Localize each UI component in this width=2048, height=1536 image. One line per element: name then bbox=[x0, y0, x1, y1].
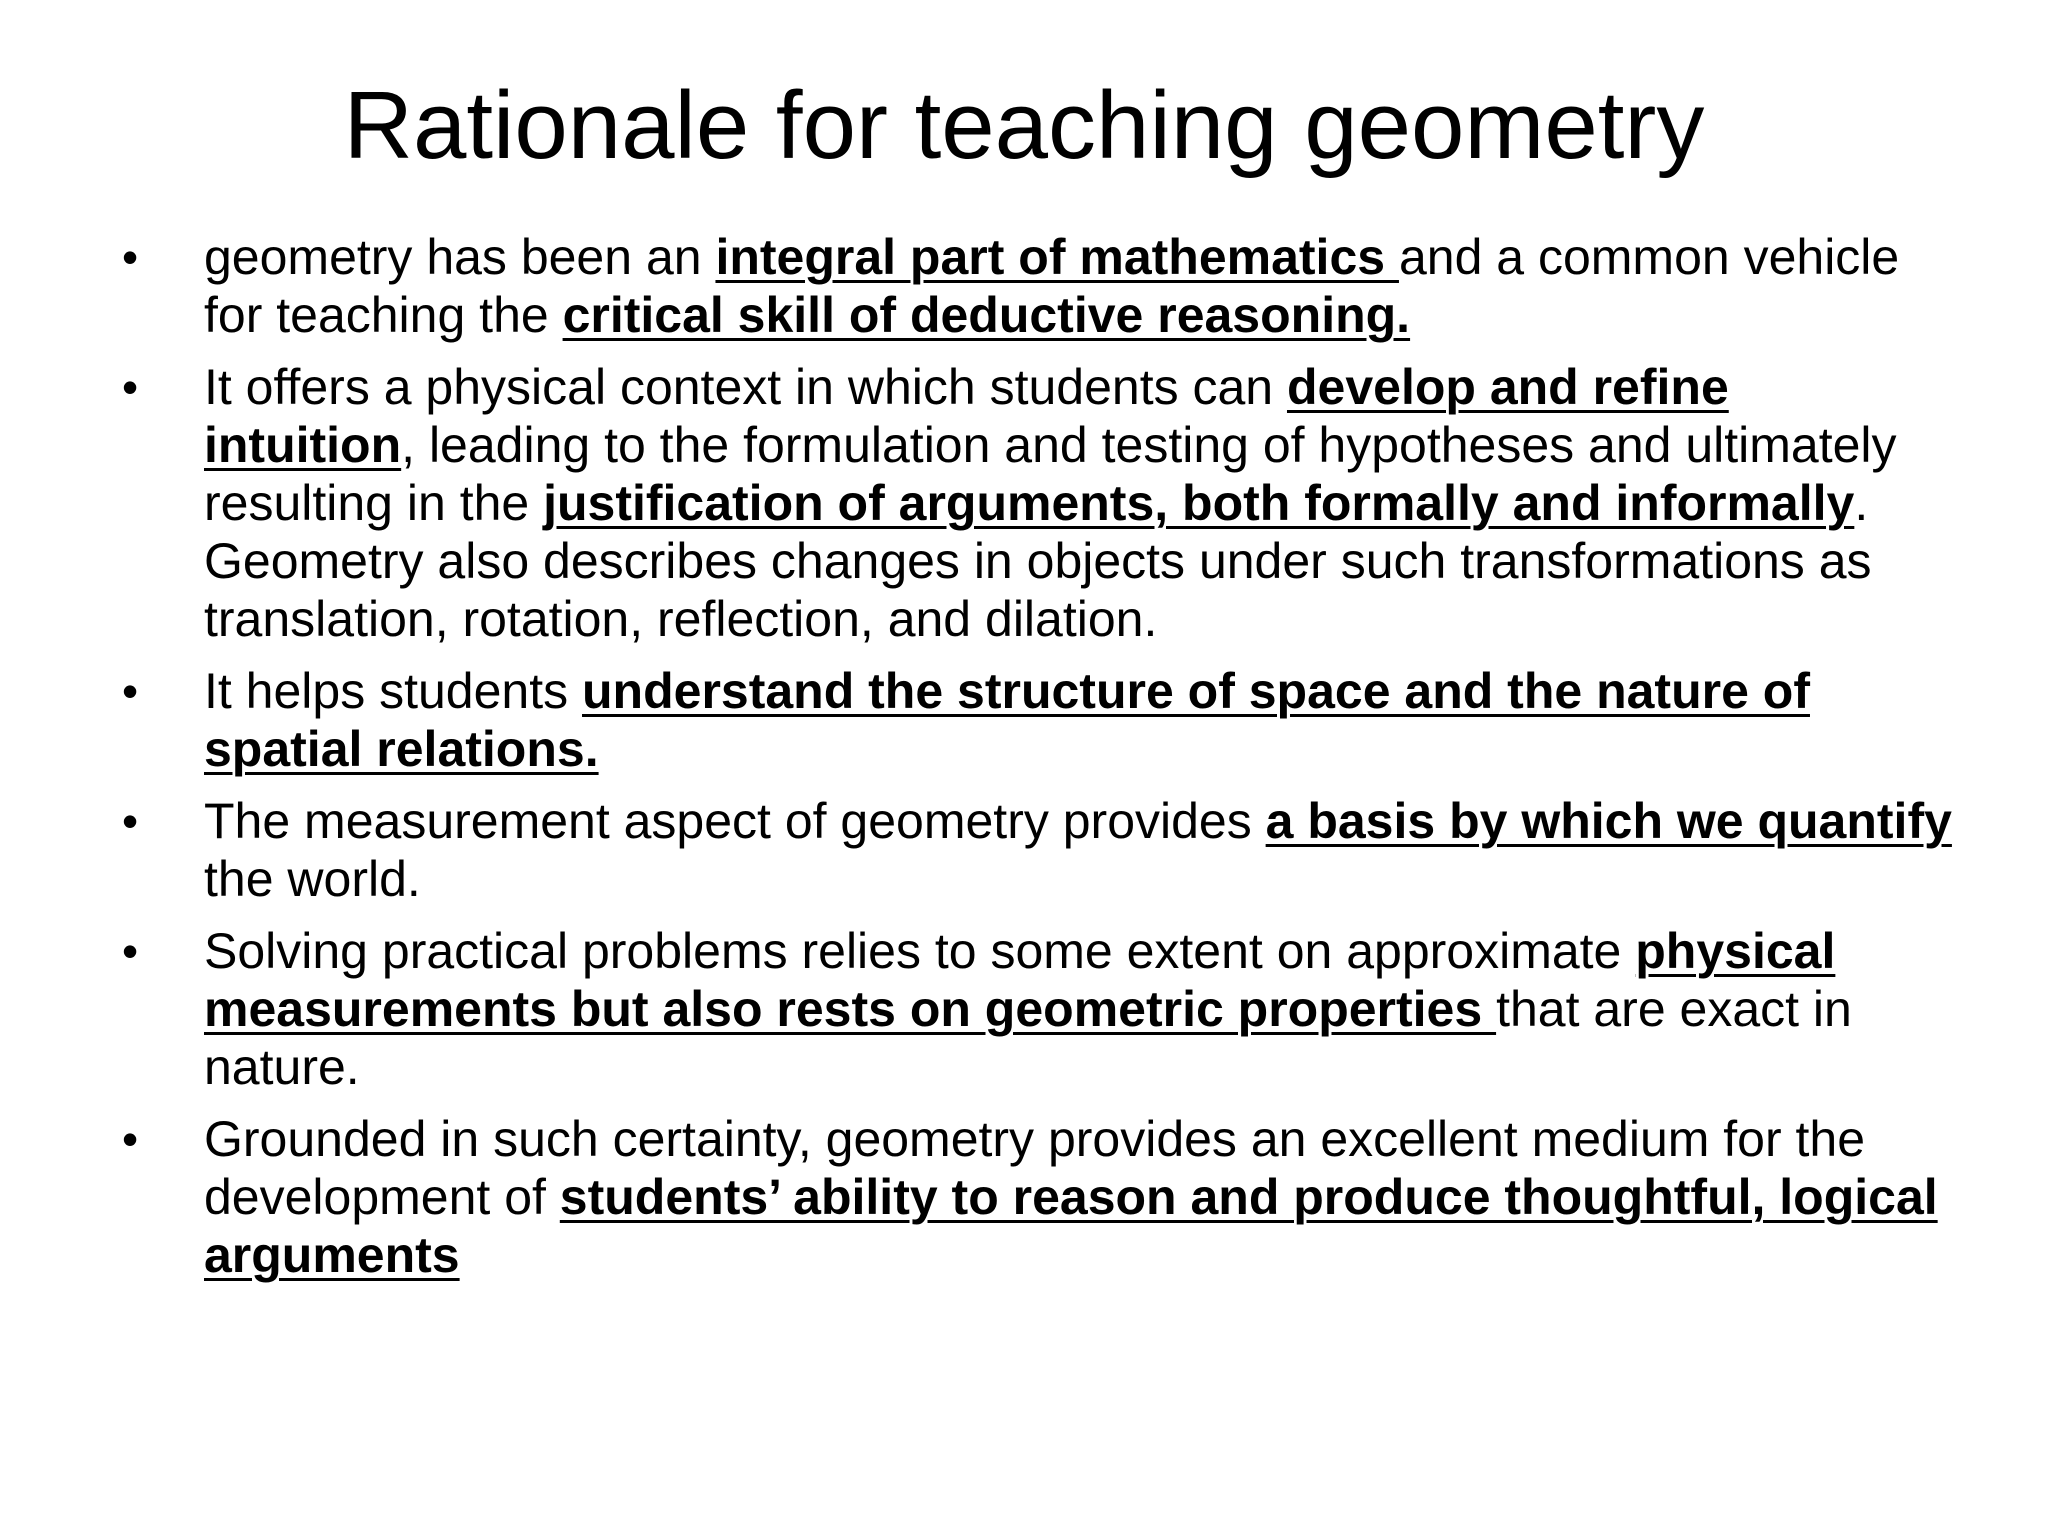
bullet-emphasis: develop and refine intuition bbox=[204, 359, 1729, 473]
bullet-item bbox=[122, 792, 1952, 908]
bullet-text bbox=[204, 1111, 1938, 1283]
bullet-emphasis: understand the structure of space and the nature of spatial relations. bbox=[204, 663, 1810, 777]
bullet-emphasis: critical skill of deductive reasoning. bbox=[562, 287, 1411, 343]
bullet-text bbox=[204, 359, 1897, 647]
bullet-emphasis: integral part of mathematics bbox=[715, 229, 1399, 285]
bullet-item bbox=[122, 358, 1952, 648]
bullet-item bbox=[122, 922, 1952, 1096]
bullet-icon: • bbox=[122, 1113, 139, 1165]
bullet-icon: • bbox=[122, 665, 139, 717]
bullet-list bbox=[122, 228, 1952, 1298]
bullet-emphasis: a basis by which we quantify bbox=[1265, 793, 1952, 849]
bullet-segment: . Geometry also describes changes in objects under such transformations as translation, rotation, reflection, and dilation. bbox=[204, 475, 1872, 647]
bullet-segment: the world. bbox=[204, 851, 421, 907]
bullet-icon: • bbox=[122, 795, 139, 847]
bullet-item bbox=[122, 662, 1952, 778]
slide-title: Rationale for teaching geometry bbox=[343, 72, 1705, 179]
bullet-text bbox=[204, 229, 1899, 343]
bullet-segment: The measurement aspect of geometry provides bbox=[204, 793, 1266, 849]
bullet-emphasis: students’ ability to reason and produce thoughtful, logical arguments bbox=[204, 1169, 1938, 1283]
bullet-icon: • bbox=[122, 925, 139, 977]
bullet-item bbox=[122, 228, 1952, 344]
bullet-text bbox=[204, 793, 1952, 907]
bullet-segment: It helps students bbox=[204, 663, 583, 719]
bullet-item bbox=[122, 1110, 1952, 1284]
bullet-emphasis: physical measurements but also rests on geometric properties bbox=[204, 923, 1836, 1037]
bullet-segment: Grounded in such certainty, geometry provides an excellent medium for the development of bbox=[204, 1111, 1866, 1225]
bullet-icon: • bbox=[122, 361, 139, 413]
bullet-segment: Solving practical problems relies to some extent on approximate bbox=[204, 923, 1636, 979]
bullet-segment: and a common vehicle for teaching the bbox=[204, 229, 1900, 343]
bullet-segment: It offers a physical context in which students can bbox=[204, 359, 1287, 415]
bullet-segment: geometry has been an bbox=[204, 229, 716, 285]
bullet-text bbox=[204, 663, 1810, 777]
bullet-text bbox=[204, 923, 1852, 1095]
bullet-segment: , leading to the formulation and testing of hypotheses and ultimately resulting in the bbox=[204, 417, 1897, 531]
bullet-segment: that are exact in nature. bbox=[204, 981, 1852, 1095]
bullet-emphasis: justification of arguments, both formally and informally bbox=[543, 475, 1855, 531]
bullet-icon: • bbox=[122, 231, 139, 283]
